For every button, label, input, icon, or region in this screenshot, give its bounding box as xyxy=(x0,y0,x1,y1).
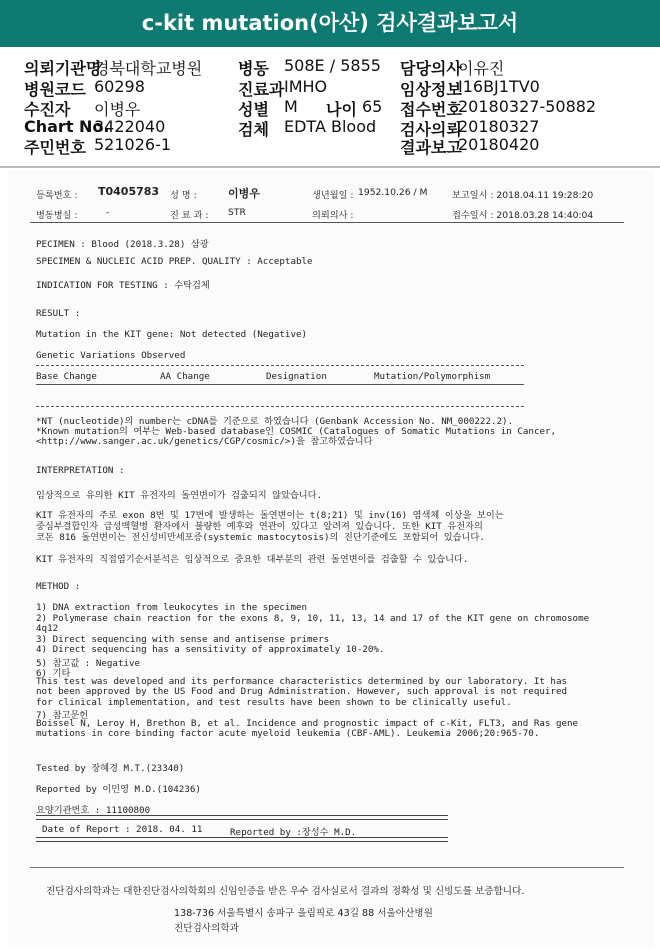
value-sex: M xyxy=(284,97,298,116)
dept-value: STR xyxy=(228,207,246,218)
name-value: 이병우 xyxy=(228,187,260,200)
label-hospital-code: 병원코드 xyxy=(24,80,86,99)
label-age: 나이 xyxy=(326,100,357,119)
value-report-date: 20180420 xyxy=(458,135,540,154)
table-bottom-rule xyxy=(36,406,524,407)
signature-bottom-rule xyxy=(36,837,448,842)
label-report-date: 결과보고 xyxy=(400,138,462,157)
method-line-6: 5) 참고값 : Negative xyxy=(36,658,141,669)
method-line-2: 2) Polymerase chain reaction for the exons 8, 9, 10, 11, 13, 14 and 17 of the KIT gene on chromosome xyxy=(36,613,590,624)
scanned-report xyxy=(8,170,654,948)
hospital-address: 138-736 서울특별시 송파구 올림픽로 43길 88 서울아산병원 xyxy=(174,908,433,919)
accreditation-statement: 진단검사의학과는 대한진단검사의학회의 신임인증을 받은 우수 검사실로서 결과의 정확성 및 신빙도를 보증합니다. xyxy=(46,886,525,897)
method-line-1: 1) DNA extraction from leukocytes in the specimen xyxy=(36,602,308,613)
value-clinical-info: I16BJ1TV0 xyxy=(458,77,540,96)
method-line-9: not been approved by the US Food and Drug Administration. However, such approval is not required xyxy=(36,686,568,697)
label-clinical-info: 임상정보 xyxy=(400,80,462,99)
label-specimen: 검체 xyxy=(238,120,269,139)
institution-number: 요양기관번호 : 11100800 xyxy=(36,805,151,816)
patient-info-panel xyxy=(0,49,660,164)
value-ward: 508E / 5855 xyxy=(284,56,381,75)
variations-heading: Genetic Variations Observed xyxy=(36,350,186,361)
ward-value: - xyxy=(106,207,110,218)
value-resident-no: 521026-1 xyxy=(94,135,172,154)
interpretation-2-line-3: 코돈 816 돌연변이는 전신성비만세포증(systemic mastocytosis)의 진단기준에도 포함되어 있습니다. xyxy=(36,532,485,543)
page-title: c-kit mutation(아산) 검사결과보고서 xyxy=(0,0,660,47)
method-line-5: 4) Direct sequencing has a sensitivity of approximately 10-20%. xyxy=(36,644,385,655)
note-line-3: <http://www.sanger.ac.uk/genetics/CGP/cosmic/>)을 참고하였습니다 xyxy=(36,436,373,447)
table-header-rule xyxy=(36,384,524,385)
label-receipt-no: 접수번호 xyxy=(400,100,462,119)
value-physician: 이유진 xyxy=(458,59,505,78)
method-line-11: 7) 참고문헌 xyxy=(36,710,89,721)
specimen-line: PECIMEN : Blood (2018.3.28) 삼광 xyxy=(36,239,209,250)
label-patient: 수진자 xyxy=(24,100,71,119)
method-line-10: for clinical implementation, and test results have been shown to be clinically useful. xyxy=(36,697,512,708)
label-requesting-institution: 의뢰기관명 xyxy=(24,59,102,78)
label-request-date: 검사의뢰 xyxy=(400,120,462,139)
interpretation-2-line-2: 중심부결합인자 급성백혈병 환자에서 불량한 예후와 연관이 있다고 알려져 있습니다. 또한 KIT 유전자의 xyxy=(36,521,483,532)
method-line-7: 6) 기타 xyxy=(36,668,71,679)
footer-rule xyxy=(30,867,624,868)
dob-label: 생년월일 : xyxy=(312,190,354,201)
table-top-rule xyxy=(36,365,524,366)
label-resident-no: 주민번호 xyxy=(24,138,86,157)
col-aa-change: AA Change xyxy=(160,371,210,382)
note-line-2: *Known mutation의 여부는 Web-based database인 COSMIC (Catalogues of Somatic Mutations in Cancer, xyxy=(36,426,557,437)
col-designation: Designation xyxy=(266,371,327,382)
reg-no-value: T0405783 xyxy=(98,185,160,198)
dept-label: 진 료 과 : xyxy=(170,210,209,221)
method-line-13: mutations in core binding factor acute myeloid leukemia (CBF-AML). Leukemia 2006;20:965-70. xyxy=(36,728,540,739)
label-physician: 담당의사 xyxy=(400,59,462,78)
indication-line: INDICATION FOR TESTING : 수탁검체 xyxy=(36,280,210,291)
interpretation-3: KIT 유전자의 직접염기순서분석은 임상적으로 중요한 대부분의 관련 돌연변이를 검출할 수 있습니다. xyxy=(36,554,469,565)
method-line-4: 3) Direct sequencing with sense and antisense primers xyxy=(36,634,330,645)
label-sex: 성별 xyxy=(238,100,269,119)
value-patient: 이병우 xyxy=(94,100,141,119)
section-divider xyxy=(0,166,660,168)
interpretation-label: INTERPRETATION : xyxy=(36,465,125,476)
label-ward: 병동 xyxy=(238,59,269,78)
receipt-datetime: 접수일시 : 2018.03.28 14:40:04 xyxy=(452,210,594,221)
header-rule xyxy=(30,222,624,223)
mutation-result: Mutation in the KIT gene: Not detected (Negative) xyxy=(36,329,308,340)
method-line-12: Boissel N, Leroy H, Brethon B, et al. Incidence and prognostic impact of c-Kit, FLT3, and Ras gene xyxy=(36,718,579,729)
col-mutation-polymorphism: Mutation/Polymorphism xyxy=(374,371,491,382)
interpretation-2-line-1: KIT 유전자의 주로 exon 8번 및 17번에 발생하는 돌연변이는 t(8;21) 및 inv(16) 염색체 이상을 보이는 xyxy=(36,510,504,521)
reported-by: Reported by 이민영 M.D.(104236) xyxy=(36,784,201,795)
value-chart-no: 3422040 xyxy=(94,117,166,136)
value-receipt-no: 20180327-50882 xyxy=(458,97,597,116)
label-department: 진료과 xyxy=(238,80,285,99)
label-chart-no: Chart No. xyxy=(24,117,110,136)
tested-by: Tested by 장혜경 M.T.(23340) xyxy=(36,763,185,774)
method-line-3: 4q12 xyxy=(36,623,59,634)
department-name: 진단검사의학과 xyxy=(174,923,239,934)
value-requesting-institution: 경북대학교병원 xyxy=(94,59,203,78)
dob-value: 1952.10.26 / M xyxy=(358,187,428,198)
value-age: 65 xyxy=(362,97,383,116)
method-label: METHOD : xyxy=(36,581,81,592)
value-hospital-code: 60298 xyxy=(94,77,145,96)
reg-no-label: 등록번호 : xyxy=(36,190,78,201)
method-line-8: This test was developed and its performance characteristics determined by our laboratory. It has xyxy=(36,676,568,687)
signature-top-rule xyxy=(36,815,448,820)
result-label: RESULT : xyxy=(36,308,81,319)
value-specimen: EDTA Blood xyxy=(284,117,377,136)
value-request-date: 20180327 xyxy=(458,117,540,136)
value-department: IMHO xyxy=(284,77,328,96)
quality-line: SPECIMEN & NUCLEIC ACID PREP. QUALITY : Acceptable xyxy=(36,256,313,267)
report-datetime: 보고일시 : 2018.04.11 19:28:20 xyxy=(452,190,594,201)
interpretation-1: 임상적으로 유의한 KIT 유전자의 돌연변이가 검출되지 않았습니다. xyxy=(36,490,323,501)
date-of-report: Date of Report : 2018. 04. 11 xyxy=(42,824,203,835)
doctor-label: 의뢰의사 : xyxy=(312,210,354,221)
note-line-1: *NT (nucleotide)의 number는 cDNA를 기준으로 하였습니다 (Genbank Accession No. NM_000222.2). xyxy=(36,416,514,427)
col-base-change: Base Change xyxy=(36,371,97,382)
name-label: 성 명 : xyxy=(170,190,197,201)
reported-by-signature: Reported by :장성수 M.D. xyxy=(230,827,357,838)
ward-label: 병동병실 : xyxy=(36,210,78,221)
